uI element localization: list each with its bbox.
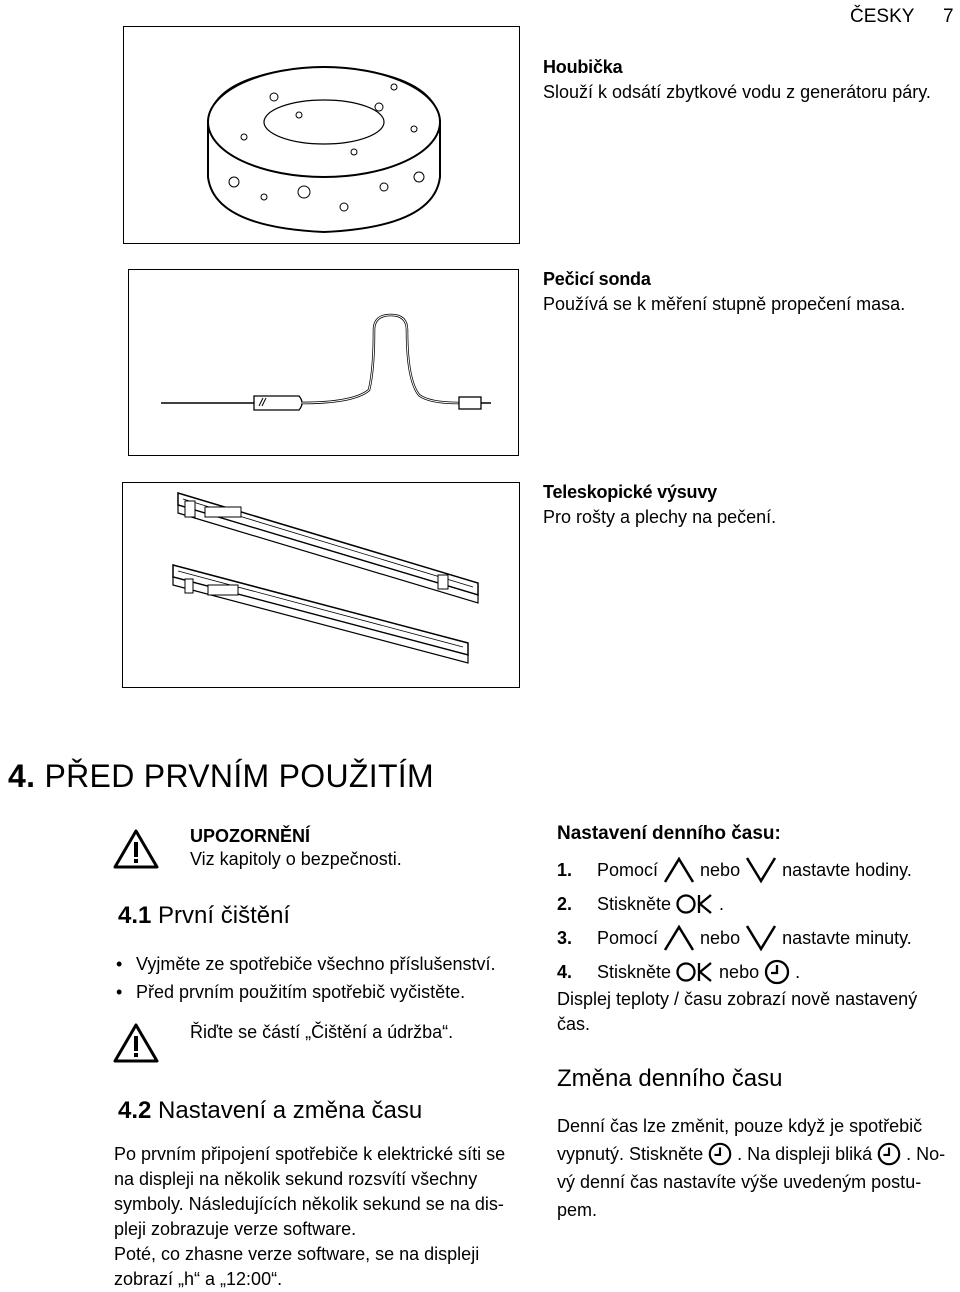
sponge-illustration (123, 26, 520, 244)
arrow-down-icon (744, 924, 778, 952)
accessory-title-sponge: Houbička (543, 57, 623, 77)
section-title-text: PŘED PRVNÍM POUŽITÍM (44, 758, 434, 794)
cleaning-reference-note: Řiďte se částí „Čištění a údržba“. (190, 1022, 454, 1042)
arrow-up-icon (662, 924, 696, 952)
step-text: Stiskněte (597, 893, 672, 914)
step-text: nebo (700, 927, 741, 948)
section-number: 4. (8, 758, 36, 794)
first-cleaning-bullets (114, 950, 534, 1006)
text-part: . No- (906, 1144, 946, 1164)
text-line: Displej teploty / času zobrazí nově nastavený (557, 989, 918, 1009)
text-part: . Na displeji bliká (737, 1144, 873, 1164)
step-text: Stiskněte (597, 961, 672, 982)
warning-title: UPOZORNĚNÍ (190, 826, 311, 846)
accessory-desc-probe: Používá se k měření stupně propečení masa. (543, 294, 906, 314)
step-text: nebo (719, 961, 760, 982)
subsection-4-2-text (114, 1142, 534, 1292)
warning-triangle-icon (112, 828, 160, 870)
text-part: vypnutý. Stiskněte (557, 1144, 704, 1164)
list-item: • Vyjměte ze spotřebiče všechno příslušenství. (114, 950, 534, 978)
step-text: nebo (700, 859, 741, 880)
subsection-4-2-number: 4.2 (118, 1097, 152, 1124)
arrow-down-icon (744, 856, 778, 884)
text-line: čas. (557, 1014, 591, 1034)
step-number: 2. (557, 893, 573, 914)
telescopic-runners-illustration (122, 482, 520, 688)
accessory-desc-sponge: Slouží k odsátí zbytkové vodu z generátoru páry. (543, 82, 931, 102)
step-text: nastavte hodiny. (782, 859, 912, 880)
daytime-result (557, 987, 947, 1037)
ok-icon (675, 960, 715, 984)
subsection-4-2-title (118, 1097, 422, 1125)
step-number: 4. (557, 961, 573, 982)
change-time-text (557, 1112, 957, 1224)
step-text: Pomocí (597, 927, 659, 948)
step-number: 1. (557, 859, 573, 880)
step-text: nastavte minuty. (782, 927, 912, 948)
page-number: 7 (943, 6, 954, 27)
step-3 (557, 921, 947, 955)
clock-icon (763, 958, 791, 986)
header-language: ČESKY (850, 6, 915, 27)
text-line: pem. (557, 1200, 598, 1220)
step-text: Pomocí (597, 859, 659, 880)
text-line: Denní čas lze změnit, pouze když je spotřebič (557, 1116, 923, 1136)
text-line: symboly. Následujících několik sekund se na dis- (114, 1194, 504, 1214)
ok-icon (675, 892, 715, 916)
arrow-up-icon (662, 856, 696, 884)
subsection-4-2-title-text: Nastavení a změna času (158, 1097, 423, 1124)
accessory-title-runners: Teleskopické výsuvy (543, 482, 717, 502)
daytime-steps (557, 853, 947, 989)
step-1 (557, 853, 947, 887)
food-probe-illustration (128, 269, 519, 456)
warning-text: Viz kapitoly o bezpečnosti. (190, 849, 402, 869)
text-line-with-icons (557, 1140, 957, 1168)
list-item: • Před prvním použitím spotřebič vyčistěte. (114, 978, 534, 1006)
accessory-title-probe: Pečicí sonda (543, 269, 651, 289)
daytime-heading: Nastavení denního času: (557, 823, 781, 844)
step-text: . (795, 961, 801, 982)
warning-triangle-icon (112, 1022, 160, 1064)
subsection-4-1-title-text: První čištění (158, 902, 291, 929)
subsection-4-1-title (118, 902, 290, 930)
text-line: zobrazí „h“ a „12:00“. (114, 1269, 283, 1289)
step-2 (557, 887, 947, 921)
text-line: na displeji na několik sekund rozsvítí všechny (114, 1169, 478, 1189)
change-time-title: Změna denního času (557, 1065, 783, 1092)
section-title (8, 758, 434, 795)
clock-icon (876, 1141, 902, 1167)
subsection-4-1-number: 4.1 (118, 902, 152, 929)
text-line: pleji zobrazuje verze software. (114, 1219, 357, 1239)
step-text: . (719, 893, 725, 914)
step-number: 3. (557, 927, 573, 948)
accessory-desc-runners: Pro rošty a plechy na pečení. (543, 507, 777, 527)
text-line: Poté, co zhasne verze software, se na displeji (114, 1244, 480, 1264)
clock-icon (707, 1141, 733, 1167)
step-4 (557, 955, 947, 989)
text-line: vý denní čas nastavíte výše uvedeným postu- (557, 1172, 922, 1192)
text-line: Po prvním připojení spotřebiče k elektrické síti se (114, 1144, 506, 1164)
